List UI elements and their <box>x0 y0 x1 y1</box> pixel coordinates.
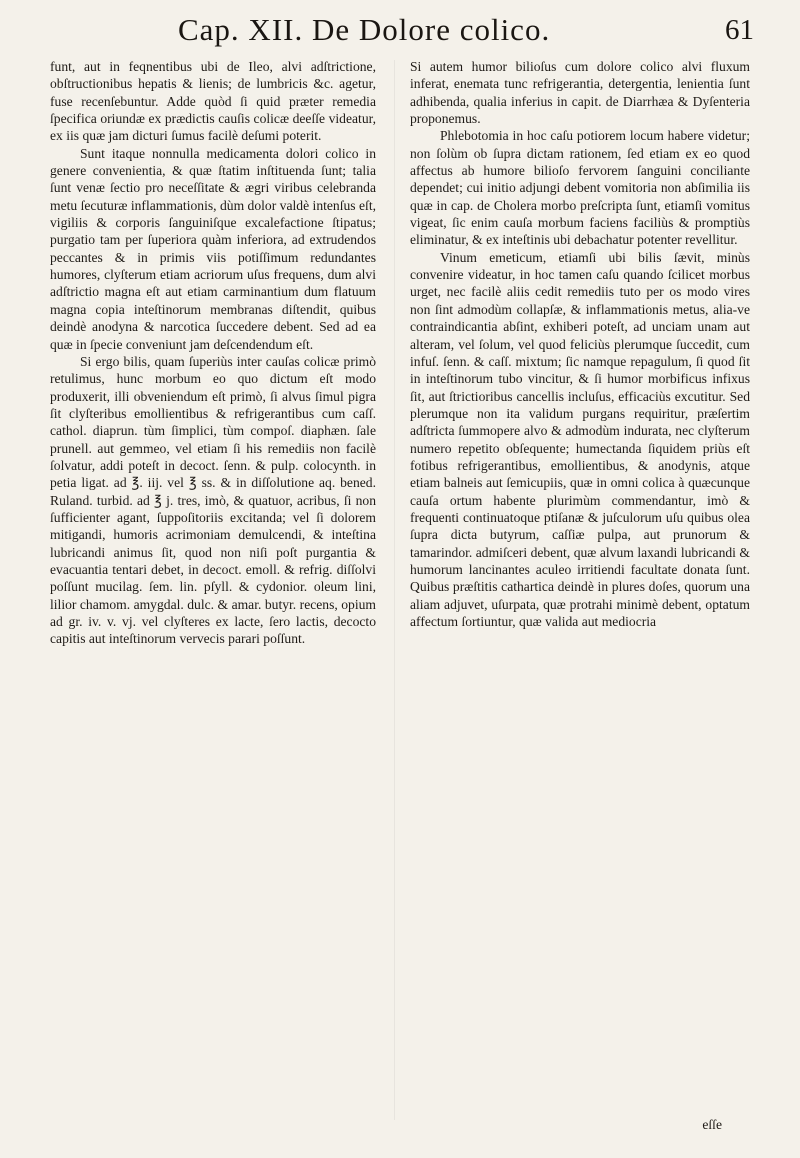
paragraph: Si ergo bilis, quam ſuperiùs inter cauſas colicæ primò retulimus, hunc morbum eo quo dictum eſt modo produxerit, illi obveniendum eſt primò, ſi alvus ſimul pigra ſit clyſteribus emollientibus & refrigerantibus cum caſſ. cathol. diaprun. tùm ſimplici, tùm compoſ. diaphæn. ſale prunell. aut gemmeo, vel etiam ſi his remediis non facilè ſolvatur, addi poteſt in decoct. ſenn. & pulp. colocynth. in petia ligat. ad ℥. iij. vel ℥ ss. & in diſſolutione aq. bened. Ruland. turbid. ad ℥ j. tres, imò, & quatuor, acribus, ſi non ſufficienter agant, ſuppoſitoriis excitanda; vel ſi dolorem mitigandi, humoris acrimoniam demulcendi, & inteſtina lubricandi animus ſit, quod non niſi poſt purgantia & evacuantia tentari debet, in decoct. emoll. & refrig. diſſolvi poſſunt mucilag. ſem. lin. pſyll. & cydonior. oleum lini, lilior chamom. amygdal. dulc. & amar. butyr. recens, opium ad gr. iv. v. vj. vel clyſteres ex lacte, ſero lactis, decocto capitis aut inteſtinorum vervecis parari poſſunt. <box>50 353 376 647</box>
chapter-title: Cap. XII. De Dolore colico. <box>178 12 551 47</box>
running-header <box>0 12 800 62</box>
paragraph: Sunt itaque nonnulla medicamenta dolori colico in genere convenientia, & quæ ſtatim inſtituenda ſunt; talia ſunt venæ ſectio pro neceſſitate & ægri viribus celebranda metu ſecuturæ inflammationis, dùm dolor valdè intenſus eſt, vigiliis & corporis ſanguiniſque excalefactione ſtipatus; purgatio tam per ſuperiora quàm inferiora, ad extrudendos peccantes & in primis viis potiſſimum redundantes humores, clyſterum etiam acriorum uſus frequens, dum alvi adſtrictio magna eſt aut etiam carminantium dum flatuum magna copia inteſtinorum membranas diſtendit, quibus deindè anodyna & narcotica ſuccedere debent. Sed ad ea quæ in ſpecie conveniunt jam deſcendendum eſt. <box>50 145 376 352</box>
right-column <box>410 58 750 630</box>
left-column <box>50 58 376 648</box>
column-gutter <box>394 60 395 1120</box>
paragraph: Si autem humor bilioſus cum dolore colico alvi fluxum inferat, enemata tunc refrigerantia, detergentia, lenientia ſunt adhibenda, qualia inferius in capit. de Diarrhæa & Dyſenteria proponemus. <box>410 59 750 127</box>
paragraph: funt, aut in feqnentibus ubi de Ileo, alvi adſtrictione, obſtructionibus hepatis & lienis; de lumbricis &c. agetur, fuse recenſebuntur. Adde quòd ſi quid præter remedia ſpecifica oriundæ ex prædictis cauſis colicæ deeſſe videatur, ex iis quæ jam dicturi ſumus facilè deſumi poterit. <box>50 59 376 144</box>
paragraph: Phlebotomia in hoc caſu potiorem locum habere videtur; non ſolùm ob ſupra dictam rationem, ſed etiam ex eo quod affectus ab humore bilioſo fervorem ſanguini conciliante dependet; cui initio adjungi debent vomitoria non abſimilia iis quæ in cap. de Cholera morbo preſcripta ſunt, etiamſi vomitus vigeat, ſic enim cauſa morbum faciens faciliùs & promptiùs eliminatur, & ex inteſtinis ubi debachatur potenter revellitur. <box>410 128 750 248</box>
catchword: eſſe <box>702 1117 722 1132</box>
page-number: 61 <box>725 14 754 46</box>
paragraph: Vinum emeticum, etiamſi ubi bilis ſævit, minùs convenire videatur, in hoc tamen caſu quando ſcilicet morbus urget, nec facilè aliis cedit remediis tuto per os modo vires non ſint admodùm collapſæ, & inflammationis metus, alia-ve contraindicantia abſint, exhiberi poteſt, ad unciam unam aut alteram, vel ſolum, vel quod feliciùs plerumque ſuccedit, cum infuſ. ſenn. & caſſ. mixtum; ſic namque repagulum, ſi quod ſit in inteſtinorum tubo vincitur, & ſi humor morbificus infixus ſit, aut ſtrictioribus cancellis incluſus, efficaciùs excutitur. Sed plerumque non ita validum purgans requiritur, præſertim adſtricta ſummopere alvo & admodùm indurata, nec clyſterum numero repetito obſequente; humectanda ſiquidem priùs eſt fotibus refrigerantibus, emollientibus, & anodynis, atque etiam balneis aut ſemicupiis, quæ in omni colica à quæcunque cauſa ortum habente plurimùm commendantur, imò & frequenti continuatoque ptiſanæ & juſculorum uſu quibus olea ſupra dicta butyrum, caſſiæ pulpa, aut prunorum & tamarindor. admiſceri debent, quæ alvum laxandi lubricandi & humorum lancinantes aculeo irritiendi facultate donata ſunt. Quibus præſtitis cathartica deindè in plures doſes, quorum una aliam adjuvet, uſurpata, quæ protrahi minimè debent, optatum affectum ſortiuntur, quæ valida aut mediocria <box>410 249 750 629</box>
